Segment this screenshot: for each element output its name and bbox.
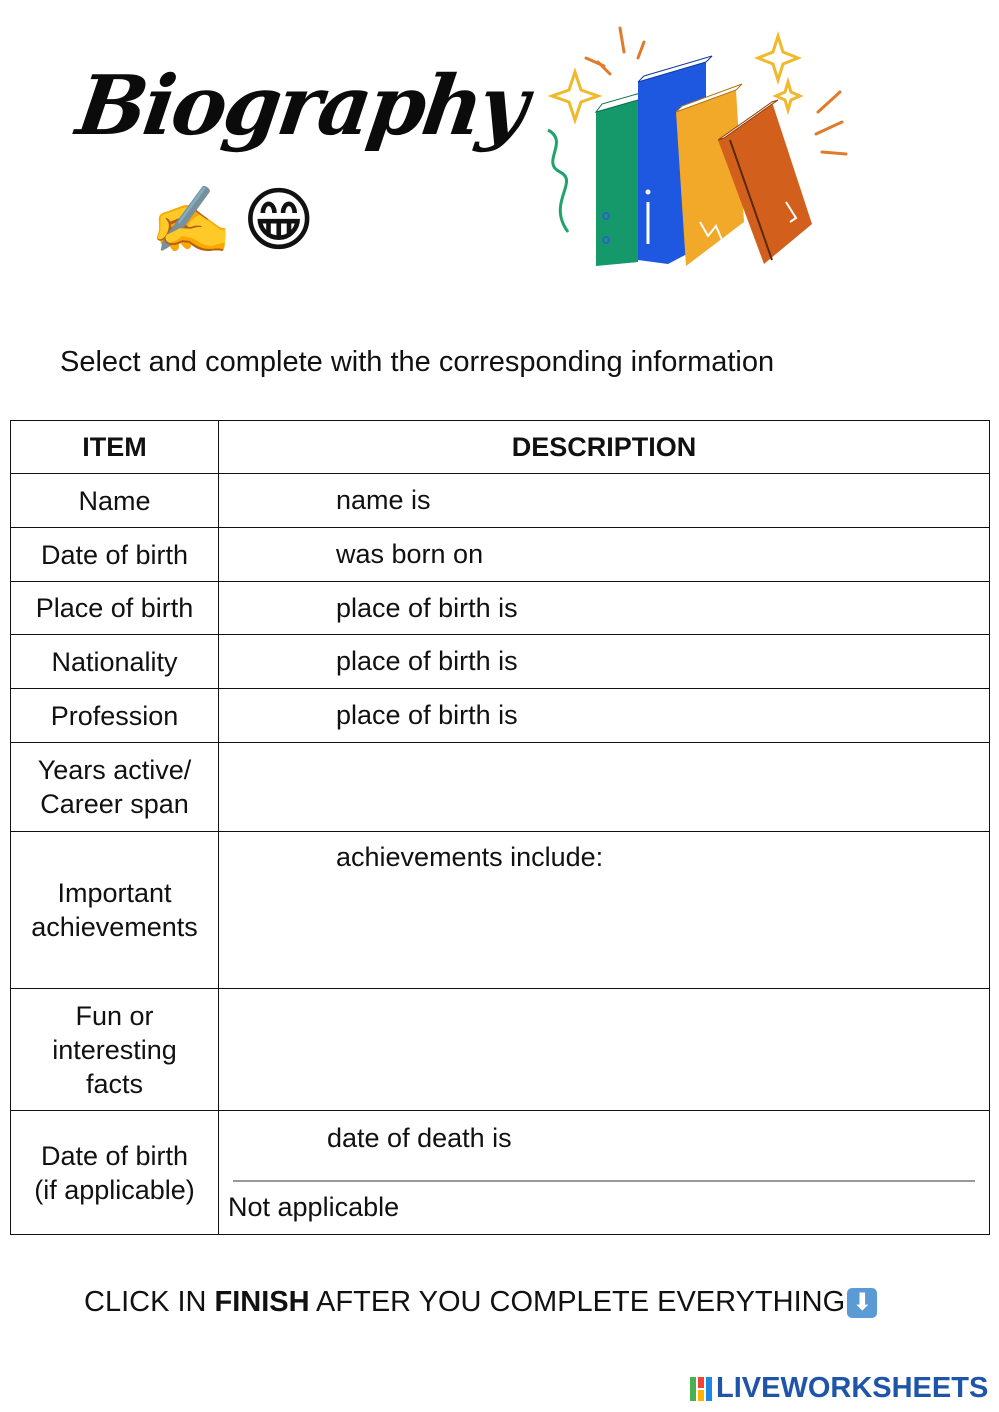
sparkle-icon [776, 82, 800, 110]
description-important-achievements[interactable] [219, 832, 990, 989]
item-important-achievements [11, 832, 219, 989]
table-row [11, 832, 990, 989]
item-line: interesting [52, 1034, 177, 1065]
item-line: Date of birth [40, 1140, 189, 1171]
table-row [11, 689, 990, 743]
achievements-text: achievements include: [336, 842, 604, 872]
sparkle-icon [758, 36, 798, 80]
divider [233, 1180, 975, 1182]
header-item: ITEM [11, 421, 219, 474]
footer-finish-word: FINISH [214, 1286, 310, 1318]
liveworksheets-logo [690, 1372, 988, 1405]
description-place-of-birth[interactable]: place of birth is [219, 582, 990, 635]
sparkle-icon [552, 72, 598, 120]
table-row [11, 989, 990, 1111]
table-row [11, 474, 990, 528]
liveworksheets-icon [690, 1377, 712, 1401]
books-illustration [540, 22, 860, 272]
description-name[interactable]: name is [219, 474, 990, 528]
item-line: Years active/ [37, 755, 192, 785]
writing-hand-icon: ✍️ [150, 183, 233, 257]
table-row [11, 582, 990, 635]
header-description: DESCRIPTION [219, 421, 990, 474]
item-line: (if applicable) [34, 1174, 195, 1205]
date-of-death-text[interactable]: date of death is [327, 1123, 512, 1153]
item-line: facts [85, 1068, 144, 1099]
item-place-of-birth: Place of birth [11, 582, 219, 635]
item-name: Name [11, 474, 219, 528]
item-date-of-birth: Date of birth [11, 528, 219, 582]
item-line: Important [57, 878, 172, 908]
table-row [11, 528, 990, 582]
description-fun-facts[interactable] [219, 989, 990, 1111]
description-profession[interactable]: place of birth is [219, 689, 990, 743]
item-nationality: Nationality [11, 635, 219, 689]
finish-instruction [84, 1286, 877, 1319]
grinning-face-icon: 😁 [242, 181, 316, 259]
brand-text: LIVEWORKSHEETS [716, 1372, 989, 1404]
squiggle-icon [548, 130, 568, 232]
description-date-of-death [219, 1111, 990, 1235]
item-line: achievements [31, 912, 198, 942]
item-line: Career span [40, 789, 189, 819]
item-profession: Profession [11, 689, 219, 743]
table-row [11, 1111, 990, 1235]
item-fun-facts [11, 989, 219, 1111]
description-years-active[interactable] [219, 743, 990, 832]
down-arrow-icon: ⬇ [847, 1288, 877, 1318]
description-nationality[interactable]: place of birth is [219, 635, 990, 689]
item-line: Fun or [75, 1000, 154, 1031]
item-date-of-death [11, 1111, 219, 1235]
emoji-row [150, 180, 315, 260]
description-date-of-birth[interactable]: was born on [219, 528, 990, 582]
not-applicable-option[interactable]: Not applicable [228, 1192, 400, 1222]
biography-table [10, 420, 990, 1235]
table-row [11, 743, 990, 832]
footer-suffix: AFTER YOU COMPLETE EVERYTHING [309, 1286, 846, 1318]
page-title: Biography [71, 58, 532, 154]
green-book [596, 92, 644, 266]
item-years-active [11, 743, 219, 832]
instruction-text: Select and complete with the corresponding information [60, 346, 775, 378]
footer-prefix: CLICK IN [84, 1286, 215, 1318]
table-row [11, 635, 990, 689]
table-header-row [11, 421, 990, 474]
